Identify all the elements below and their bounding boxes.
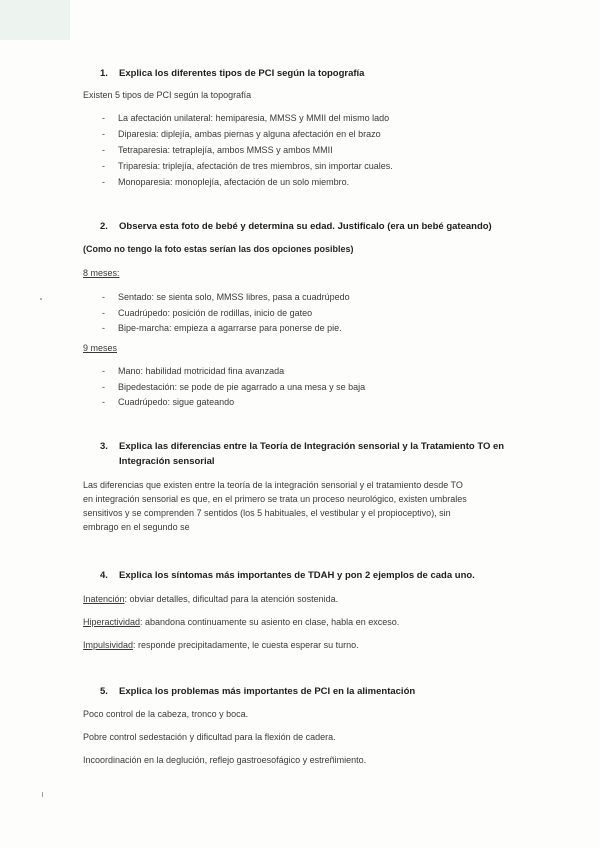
q1-item: Tetraparesia: tetraplejía, ambos MMSS y ambos MMII bbox=[118, 145, 333, 155]
question-3-title-line-1: Explica las diferencias entre la Teoría de Integración sensorial y la Tratamiento TO en bbox=[119, 441, 505, 452]
q4-item-inattention bbox=[83, 594, 338, 604]
question-2-title: Observa esta foto de bebé y determina su edad. Justificalo (era un bebé gateando) bbox=[119, 221, 492, 232]
question-3-heading bbox=[100, 441, 504, 452]
q2-group-1-label: 8 meses: bbox=[83, 268, 120, 278]
bullet-marker: - bbox=[102, 292, 105, 302]
scan-edge-tint bbox=[0, 0, 70, 40]
q2-group-2-item: Cuadrúpedo: sigue gateando bbox=[118, 397, 235, 407]
q4-item-term: Impulsividad bbox=[83, 640, 134, 650]
q4-item-term: Inatención bbox=[83, 594, 125, 604]
q2-group-1-item: Bipe-marcha: empieza a agarrarse para ponerse de pie. bbox=[118, 323, 342, 333]
q3-answer-line: Las diferencias que existen entre la teoría de la integración sensorial y el tratamiento desde TO bbox=[83, 480, 463, 490]
bullet-marker: - bbox=[102, 113, 105, 123]
q1-item: Diparesia: diplejía, ambas piernas y alguna afectación en el brazo bbox=[118, 129, 381, 139]
q4-item-impulsivity bbox=[83, 640, 359, 650]
q1-item: Triparesia: triplejía, afectación de tres miembros, sin importar cuales. bbox=[118, 161, 393, 171]
q2-group-2-item: Mano: habilidad motricidad fina avanzada bbox=[118, 366, 285, 376]
q4-item-term: Hiperactividad bbox=[83, 617, 141, 627]
q5-line: Incoordinación en la deglución, reflejo gastroesofágico y estreñimiento. bbox=[83, 755, 367, 765]
q1-intro: Existen 5 tipos de PCI según la topografía bbox=[83, 90, 252, 100]
bullet-marker: - bbox=[102, 397, 105, 407]
q1-item: Monoparesia: monoplejía, afectación de un solo miembro. bbox=[118, 177, 350, 187]
question-5-heading bbox=[100, 686, 415, 697]
q2-group-2-item: Bipedestación: se pode de pie agarrado a una mesa y se baja bbox=[118, 382, 366, 392]
question-1-heading bbox=[100, 68, 364, 79]
q4-item-text: : responde precipitadamente, le cuesta esperar su turno. bbox=[133, 640, 359, 650]
bullet-marker: - bbox=[102, 177, 105, 187]
q4-item-hyperactivity bbox=[83, 617, 399, 627]
bullet-marker: - bbox=[102, 161, 105, 171]
bullet-marker: - bbox=[102, 366, 105, 376]
question-1-title: Explica los diferentes tipos de PCI según la topografía bbox=[119, 68, 365, 79]
q3-answer-line: embrago en el segundo se bbox=[83, 522, 190, 532]
question-4-number: 4. bbox=[100, 570, 108, 581]
question-3-title-line-2: Integración sensorial bbox=[119, 456, 215, 467]
question-3-number: 3. bbox=[100, 441, 108, 452]
question-5-number: 5. bbox=[100, 686, 108, 697]
q3-answer-line: en integración sensorial es que, en el primero se trata un proceso neurológico, existen umbrales bbox=[83, 494, 467, 504]
question-1-number: 1. bbox=[100, 68, 108, 79]
q4-item-text: : abandona continuamente su asiento en clase, habla en exceso. bbox=[140, 617, 400, 627]
q3-answer-line: sensitivos y se comprenden 7 sentidos (los 5 habituales, el vestibular y el propioceptivo), sin bbox=[83, 508, 451, 518]
bullet-marker: - bbox=[102, 145, 105, 155]
question-5-title: Explica los problemas más importantes de PCI en la alimentación bbox=[119, 686, 416, 697]
bullet-marker: - bbox=[102, 129, 105, 139]
q4-item-text: : obviar detalles, dificultad para la atención sostenida. bbox=[124, 594, 339, 604]
q2-group-1-item: Sentado: se sienta solo, MMSS libres, pasa a cuadrúpedo bbox=[118, 292, 350, 302]
scan-speck bbox=[40, 298, 42, 300]
question-2-heading bbox=[100, 221, 492, 232]
q2-note: (Como no tengo la foto estas serían las dos opciones posibles) bbox=[83, 244, 354, 254]
question-4-title: Explica los síntomas más importantes de TDAH y pon 2 ejemplos de cada uno. bbox=[119, 570, 475, 581]
q3-answer bbox=[83, 478, 523, 534]
question-2-number: 2. bbox=[100, 221, 108, 232]
question-4-heading bbox=[100, 570, 475, 581]
q5-line: Pobre control sedestación y dificultad para la flexión de cadera. bbox=[83, 732, 336, 742]
q2-group-1-item: Cuadrúpedo: posición de rodillas, inicio de gateo bbox=[118, 308, 313, 318]
q2-group-2-label: 9 meses bbox=[83, 343, 118, 353]
q5-line: Poco control de la cabeza, tronco y boca. bbox=[83, 709, 249, 719]
bullet-marker: - bbox=[102, 382, 105, 392]
bullet-marker: - bbox=[102, 323, 105, 333]
bullet-marker: - bbox=[102, 308, 105, 318]
q1-item: La afectación unilateral: hemiparesia, MMSS y MMII del mismo lado bbox=[118, 113, 390, 123]
scan-speck bbox=[42, 792, 43, 797]
